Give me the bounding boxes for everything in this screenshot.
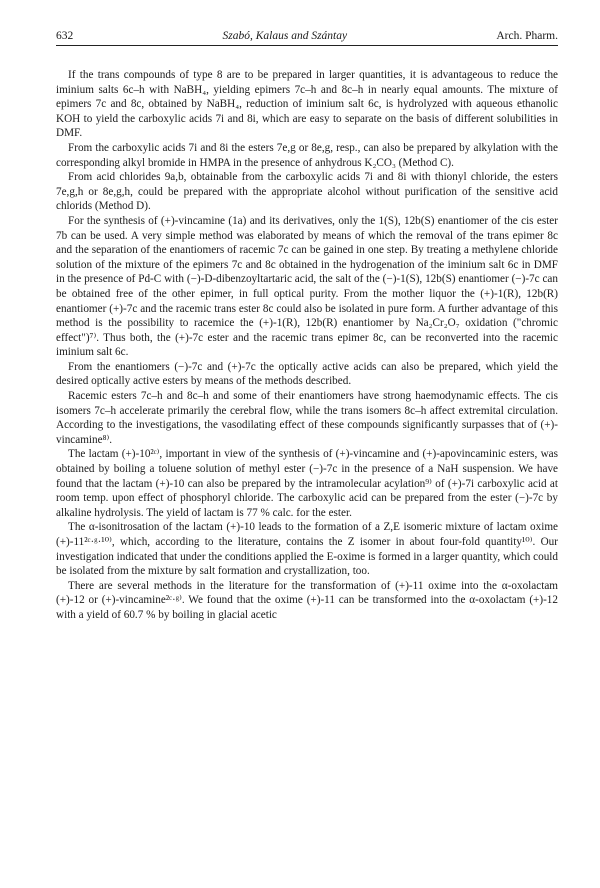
article-body <box>56 68 558 623</box>
page-number: 632 <box>56 30 74 42</box>
paragraph: From acid chlorides 9a,b, obtainable from the carboxylic acids 7i and 8i with thionyl chloride, the esters 7e,g,h or 8e,g,h, could be prepared with the appropriate alcohol without purification of the sensitive acid chlorids (Method D). <box>56 171 558 213</box>
running-authors: Szabó, Kalaus and Szántay <box>222 30 348 42</box>
running-header <box>56 30 558 46</box>
journal-page <box>56 30 558 623</box>
paragraph: There are several methods in the literature for the transformation of (+)-11 oxime into the α-oxolactam (+)-12 or (+)-vincamine²ᶜ·ᵍ⁾. We found that the oxime (+)-11 can be transformed into the α-oxolactam (+)-12 with a yield of 60.7 % by boiling in glacial acetic <box>56 579 558 621</box>
paragraph: The α-isonitrosation of the lactam (+)-10 leads to the formation of a Z,E isomeric mixture of lactam oxime (+)-11²ᶜ·ᵍ·¹⁰⁾, which, according to the literature, contains the Z isomer in about four-fold quantity¹⁰⁾. Our investigation indicated that under the conditions applied the E-oxime is formed in a larger quantity, which could be isolated from the mixture by salt formation and crystallization, too. <box>56 521 558 578</box>
paragraph: From the carboxylic acids 7i and 8i the esters 7e,g or 8e,g, resp., can also be prepared by alkylation with the corresponding alkyl bromide in HMPA in the presence of anhydrous K₂CO₃ (Method C). <box>56 141 558 169</box>
paragraph: For the synthesis of (+)-vincamine (1a) and its derivatives, only the 1(S), 12b(S) enantiomer of the cis ester 7b can be used. A very simple method was elaborated by means of which the removal of the trans epimer 8c and the separation of the enantiomers of racemic 7c can be gained in one step. By treating a methylene chloride solution of the mixture of the epimers 7c and 8c obtained in the hydrogenation of the iminium salt 6c in DMF in the presence of Pd-C with (−)-D-dibenzoyltartaric acid, the salt of the (−)-1(S), 12b(S) enantiomer (−)-7c can be obtained free of the other epimer, in full optical purity. From the mother liquor the (+)-1(R), 12b(R) enantiomer (+)-7c and the racemic trans ester 8c could also be isolated in pure form. A further advantage of this method is the possibility to racemice the (+)-1(R), 12b(R) enantiomer by Na₂Cr₂O₇ oxidation ("chromic effect")⁷⁾. Thus both, the (+)-7c ester and the racemic trans epimer 8c, can be reconverted into the racemic iminium salt 6c. <box>56 214 558 359</box>
paragraph: Racemic esters 7c–h and 8c–h and some of their enantiomers have strong haemodynamic effects. The cis isomers 7c–h accelerate primarily the cerebral flow, while the trans isomers 8c–h affect extremital circulation. According to the investigations, the vasodilating effect of these compounds significantly surpasses that of (+)-vincamine⁸⁾. <box>56 390 558 446</box>
paragraph: From the enantiomers (−)-7c and (+)-7c the optically active acids can also be prepared, which yield the desired optically active esters by means of the methods described. <box>56 360 558 388</box>
paragraph: If the trans compounds of type 8 are to be prepared in larger quantities, it is advantageous to reduce the iminium salts 6c–h with NaBH₄, yielding epimers 7c–h and 8c–h in nearly equal amounts. The mixture of epimers 7c and 8c, obtained by NaBH₄, reduction of iminium salt 6c, is hydrolyzed with aqueous ethanolic KOH to yield the carboxylic acids 7i and 8i, which are easy to separate on the basis of different solubilities in DMF. <box>56 69 558 140</box>
journal-name: Arch. Pharm. <box>496 30 558 42</box>
paragraph: The lactam (+)-10²ᶜ⁾, important in view of the synthesis of (+)-vincamine and (+)-apovincaminic esters, was obtained by boiling a toluene solution of methyl ester (−)-7c in the presence of a NaH suspension. We have found that the lactam (+)-10 can also be prepared by the intramolecular acylation⁹⁾ of (+)-7i carboxylic acid at room temp. upon effect of phosphoryl chloride. The carboxylic acid can be prepared from the ester (−)-7c by alkaline hydrolysis. The yield of lactam is 77 % calc. for the ester. <box>56 448 558 519</box>
